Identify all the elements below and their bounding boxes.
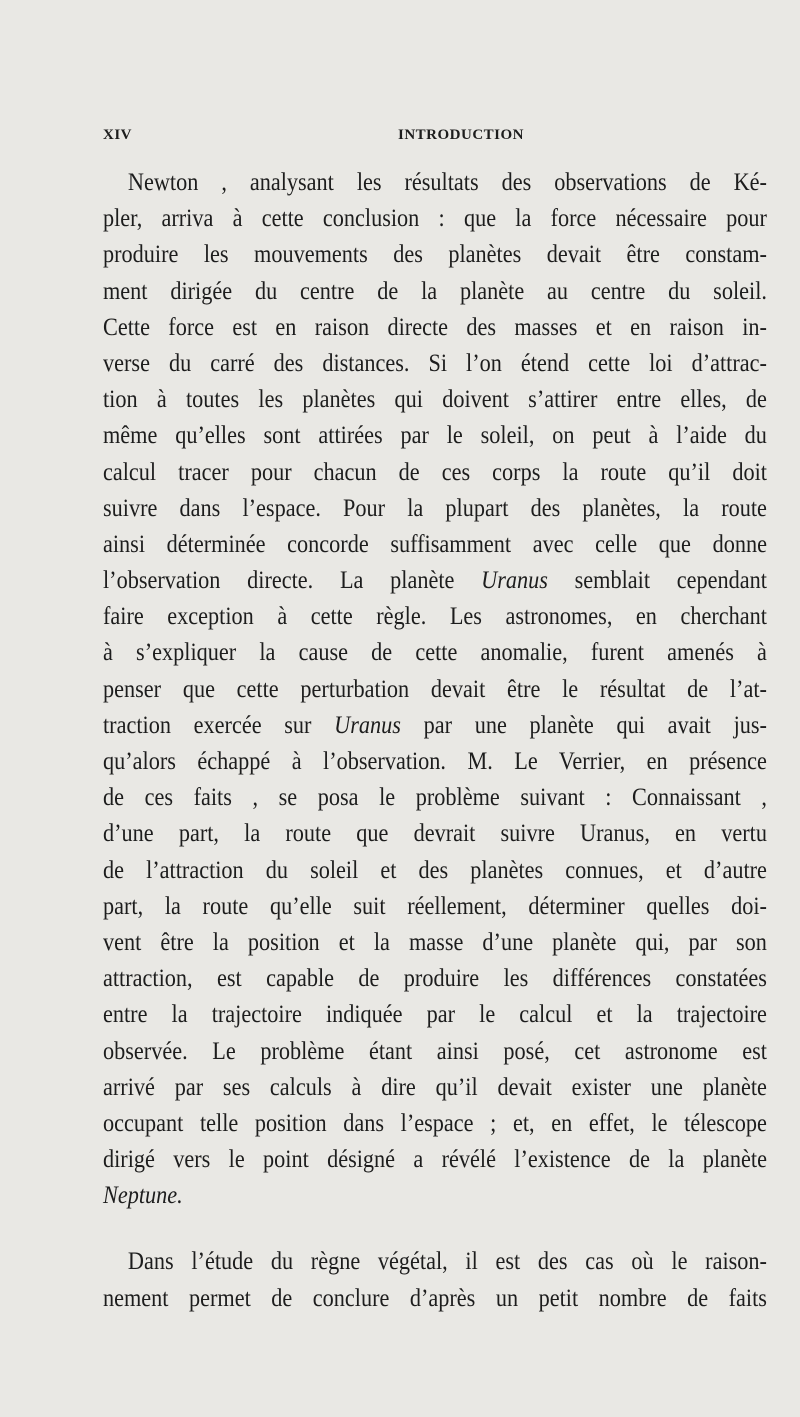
text-line: calcul tracer pour chacun de ces corps la route qu’il doit — [103, 458, 767, 486]
text-line: à s’expliquer la cause de cette anomalie, furent amenés à — [103, 639, 767, 667]
text-line: de l’attraction du soleil et des planètes connues, et d’autre — [103, 856, 767, 884]
text-line: occupant telle position dans l’espace ; et, en effet, le télescope — [103, 1109, 767, 1137]
text-line: Newton , analysant les résultats des observations de Ké- — [127, 169, 767, 196]
text-line: observée. Le problème étant ainsi posé, cet astronome est — [103, 1037, 767, 1065]
running-head — [103, 127, 701, 149]
text-line: produire les mouvements des planètes devait être constam- — [103, 241, 767, 269]
text-line: dirigé vers le point désigné a révélé l’existence de la planète — [103, 1146, 767, 1174]
text-line: attraction, est capable de produire les différences constatées — [103, 965, 767, 993]
text-line: d’une part, la route que devrait suivre Uranus, en vertu — [103, 820, 767, 848]
text-line: ment dirigée du centre de la planète au centre du soleil. — [103, 277, 767, 305]
text-line: nement permet de conclure d’après un petit nombre de faits — [103, 1284, 767, 1312]
paragraph — [103, 165, 767, 1214]
text-line: suivre dans l’espace. Pour la plupart des planètes, la route — [103, 494, 767, 522]
text-line: même qu’elles sont attirées par le soleil, on peut à l’aide du — [103, 422, 767, 450]
text-line: pler, arriva à cette conclusion : que la force nécessaire pour — [103, 205, 767, 233]
text-line: traction exercée sur Uranus par une planète qui avait jus- — [103, 711, 767, 739]
text-line: qu’alors échappé à l’observation. M. Le Verrier, en présence — [103, 748, 767, 775]
body-text — [103, 165, 767, 1317]
text-line: penser que cette perturbation devait être le résultat de l’at- — [103, 675, 767, 703]
text-line: de ces faits , se posa le problème suivant : Connaissant , — [103, 784, 767, 812]
text-line: arrivé par ses calculs à dire qu’il devait exister une planète — [103, 1073, 767, 1101]
text-line: Neptune. — [103, 1182, 183, 1210]
paragraph — [103, 1244, 767, 1316]
text-line: Cette force est en raison directe des masses et en raison in- — [103, 313, 767, 341]
running-title: INTRODUCTION — [398, 127, 525, 143]
text-line: tion à toutes les planètes qui doivent s’attirer entre elles, de — [103, 386, 767, 414]
text-line: verse du carré des distances. Si l’on étend cette loi d’attrac- — [103, 349, 767, 377]
text-line: faire exception à cette règle. Les astronomes, en cherchant — [103, 603, 767, 631]
text-line: l’observation directe. La planète Uranus semblait cependant — [103, 567, 767, 595]
text-line: part, la route qu’elle suit réellement, déterminer quelles doi- — [103, 892, 767, 920]
text-line: entre la trajectoire indiquée par le calcul et la trajectoire — [103, 1001, 767, 1029]
text-line: ainsi déterminée concorde suffisamment avec celle que donne — [103, 530, 767, 558]
text-line: vent être la position et la masse d’une planète qui, par son — [103, 928, 767, 956]
text-line: Dans l’étude du règne végétal, il est des cas où le raison- — [127, 1248, 767, 1276]
page-number: XIV — [103, 127, 133, 143]
